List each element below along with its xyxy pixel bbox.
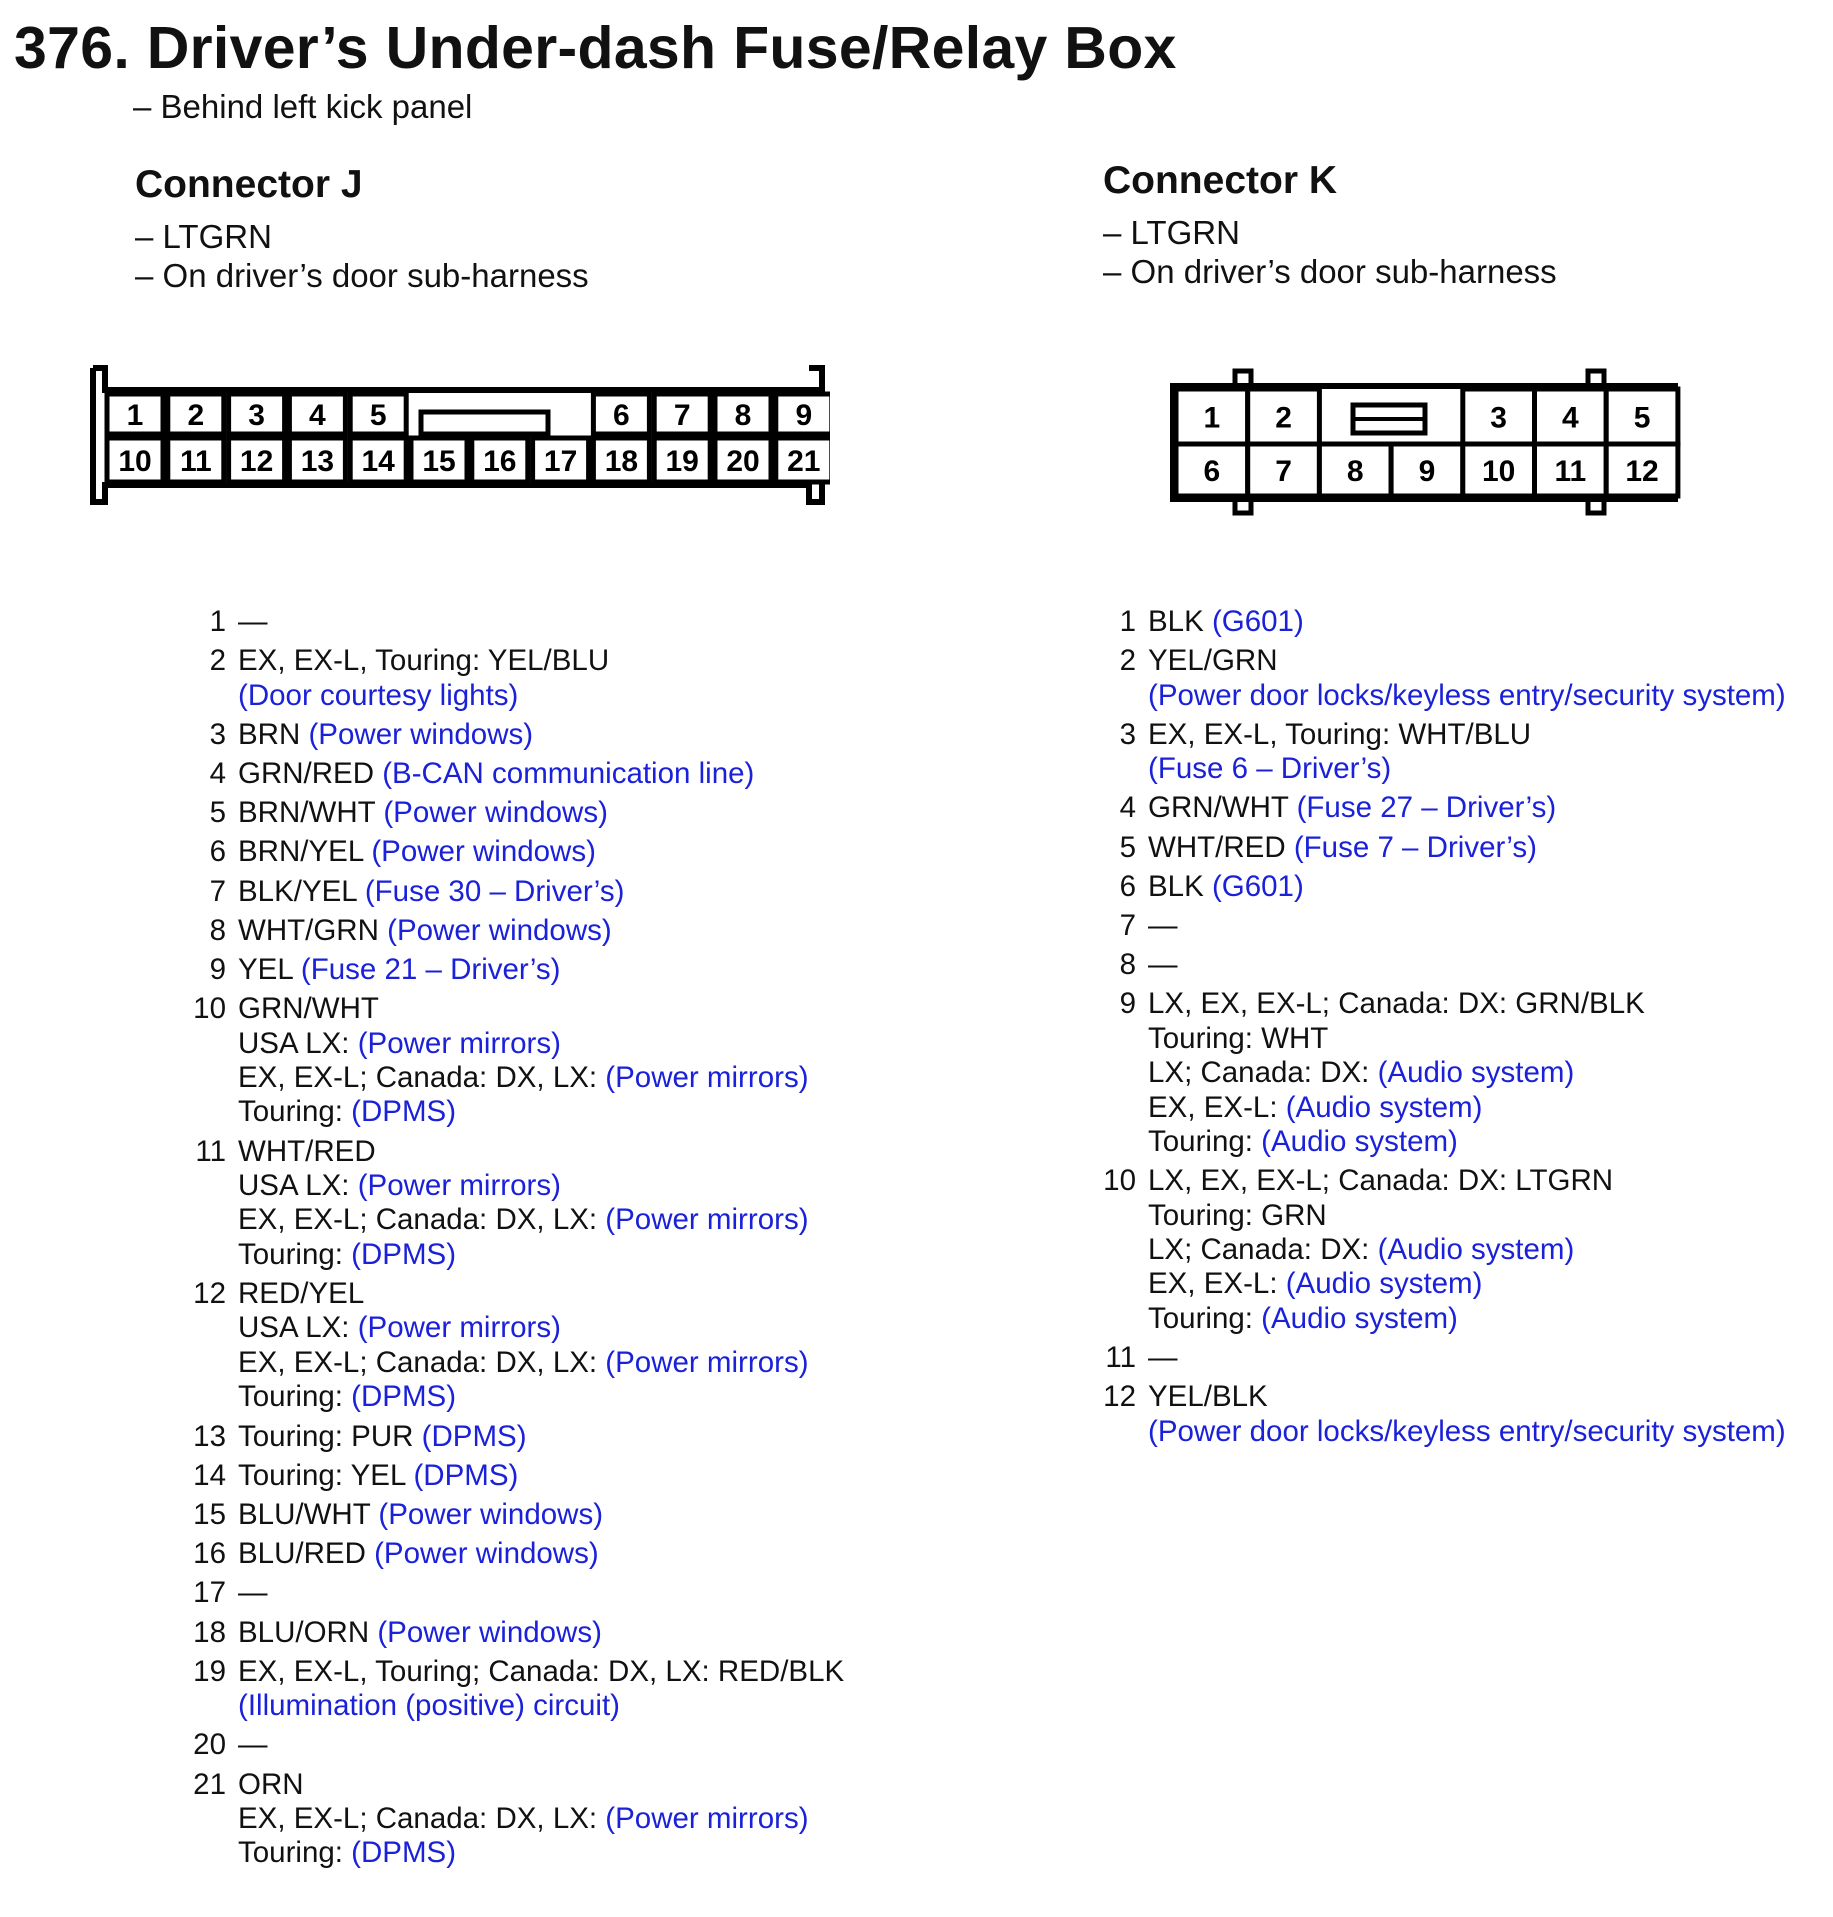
pin-number: 2 <box>1119 644 1136 678</box>
pin-entry <box>190 796 844 830</box>
pin-cavity-label-9: 9 <box>795 398 813 432</box>
circuit-reference: (G601) <box>1211 869 1304 903</box>
pin-number: 5 <box>209 796 226 830</box>
wire-description: WHT/RED <box>238 1134 376 1168</box>
wire-description: — <box>1148 1341 1178 1375</box>
pin-description-line <box>238 1459 844 1493</box>
pin-entry <box>190 644 844 713</box>
pin-description-line <box>1148 1199 1786 1233</box>
pin-cavity-label-3: 3 <box>248 398 265 432</box>
wire-description: BRN <box>238 717 309 751</box>
pin-entry <box>190 1655 844 1724</box>
pin-cavity-label-7: 7 <box>1275 454 1292 488</box>
pin-number: 12 <box>193 1277 226 1311</box>
pin-description-line <box>238 1498 844 1532</box>
wire-description: Touring: <box>238 1836 352 1870</box>
pin-number: 7 <box>1119 909 1136 943</box>
pin-description-line <box>238 1420 844 1454</box>
pin-description-line <box>238 953 844 987</box>
wire-description: — <box>238 1728 268 1762</box>
pin-description-line <box>1148 831 1786 865</box>
circuit-reference: (Power windows) <box>378 1497 604 1531</box>
circuit-reference: (Power windows) <box>374 1537 599 1571</box>
pin-cavity-label-16: 16 <box>483 444 517 478</box>
circuit-reference: (Fuse 27 – Driver’s) <box>1296 791 1557 825</box>
pin-number: 6 <box>1119 869 1136 903</box>
wire-description: Touring: GRN <box>1148 1198 1327 1232</box>
circuit-reference: (Audio system) <box>1261 1301 1458 1335</box>
pin-cavity-label-4: 4 <box>1562 401 1579 435</box>
pin-cavity-label-8: 8 <box>1346 454 1364 488</box>
circuit-reference: (DPMS) <box>351 1237 457 1271</box>
wire-description: EX, EX-L, Touring; Canada: DX, LX: RED/BLK <box>238 1654 845 1688</box>
pin-entry <box>190 718 844 752</box>
pin-cavity-label-12: 12 <box>1625 454 1659 488</box>
pin-entry <box>190 1768 844 1871</box>
pin-description-line <box>238 718 844 752</box>
pin-description-line <box>238 835 844 869</box>
circuit-reference: (Fuse 6 – Driver’s) <box>1148 752 1392 786</box>
wire-description: EX, EX-L, Touring: YEL/BLU <box>238 644 610 678</box>
pin-entry <box>1100 987 1786 1159</box>
circuit-reference: (DPMS) <box>413 1458 519 1492</box>
pin-cavity-label-6: 6 <box>1203 454 1221 488</box>
pin-number: 19 <box>193 1654 226 1688</box>
circuit-reference: (Power windows) <box>383 796 608 830</box>
wire-description: Touring: <box>1148 1125 1262 1159</box>
pin-number: 20 <box>193 1728 226 1762</box>
pin-description-line <box>1148 948 1786 982</box>
wire-description: BLK/YEL <box>238 874 365 908</box>
wire-description: WHT/GRN <box>238 913 388 947</box>
pin-number: 2 <box>209 644 226 678</box>
pin-description-line <box>1148 909 1786 943</box>
pin-description-line <box>1148 1267 1786 1301</box>
wire-description: Touring: PUR <box>238 1419 422 1453</box>
pin-entry <box>1100 605 1786 639</box>
page-title: 376. Driver’s Under-dash Fuse/Relay Box <box>14 15 1177 81</box>
pin-entry <box>1100 909 1786 943</box>
wire-description: Touring: YEL <box>238 1458 414 1492</box>
pin-description-line <box>238 1169 844 1203</box>
pin-description-line <box>238 1380 844 1414</box>
pin-cavity-label-20: 20 <box>726 444 760 478</box>
wire-description: LX; Canada: DX: <box>1148 1056 1378 1090</box>
circuit-reference: (Power windows) <box>371 835 596 869</box>
circuit-reference: (Power windows) <box>377 1615 602 1649</box>
pin-description-line <box>1148 1056 1786 1090</box>
wire-description: USA LX: <box>238 1311 358 1345</box>
pin-description-line <box>238 605 844 639</box>
circuit-reference: (DPMS) <box>421 1419 527 1453</box>
pin-entry <box>1100 718 1786 787</box>
wire-description: ORN <box>238 1767 304 1801</box>
pin-number: 18 <box>193 1615 226 1649</box>
pin-number: 7 <box>209 874 226 908</box>
connector-j-diagram <box>85 360 830 510</box>
circuit-reference: (DPMS) <box>351 1380 457 1414</box>
circuit-reference: (Power mirrors) <box>605 1061 809 1095</box>
pin-cavity-label-17: 17 <box>543 444 578 478</box>
pin-description-line <box>238 1655 844 1689</box>
connector-k-title: Connector K <box>1103 159 1337 202</box>
circuit-reference: (DPMS) <box>351 1095 457 1129</box>
pin-entry <box>190 1616 844 1650</box>
page-subtitle: – Behind left kick panel <box>133 88 473 125</box>
pin-cavity-label-7: 7 <box>673 398 691 432</box>
wire-description: — <box>238 605 268 638</box>
wire-description: — <box>1148 948 1178 982</box>
pin-number: 3 <box>209 717 226 751</box>
circuit-reference: (Power mirrors) <box>357 1026 561 1060</box>
circuit-reference: (Audio system) <box>1377 1233 1575 1267</box>
wire-description: Touring: <box>238 1095 352 1129</box>
pin-description-line <box>238 1768 844 1802</box>
circuit-reference: (Audio system) <box>1261 1125 1458 1159</box>
pin-description-line <box>238 1203 844 1237</box>
circuit-reference: (Power windows) <box>308 717 534 751</box>
pin-cavity-label-18: 18 <box>604 444 639 478</box>
connector-j-title: Connector J <box>135 163 363 206</box>
wire-description: BLK <box>1148 605 1212 638</box>
pin-entry <box>1100 644 1786 713</box>
pin-description-line <box>238 1802 844 1836</box>
connector-j-color-note: – LTGRN <box>135 218 272 255</box>
pin-description-line <box>238 644 844 678</box>
circuit-reference: (Power windows) <box>387 913 612 947</box>
wire-description: Touring: <box>238 1380 352 1414</box>
pin-description-line <box>1148 1302 1786 1336</box>
circuit-reference: (Power door locks/keyless entry/security system) <box>1148 1414 1786 1448</box>
wire-description: GRN/WHT <box>1148 791 1297 825</box>
wire-description: YEL <box>238 953 301 987</box>
pin-description-line <box>1148 791 1786 825</box>
pin-number: 10 <box>193 992 226 1026</box>
pin-description-line <box>1148 1415 1786 1449</box>
pin-entry <box>190 875 844 909</box>
circuit-reference: (Power mirrors) <box>357 1311 561 1345</box>
wire-description: BLU/ORN <box>238 1615 378 1649</box>
pin-cavity-label-3: 3 <box>1490 401 1507 435</box>
pin-description-line <box>238 757 844 791</box>
circuit-reference: (Power mirrors) <box>605 1203 809 1237</box>
pin-description-line <box>238 679 844 713</box>
pin-cavity-label-21: 21 <box>787 444 821 478</box>
pin-entry <box>190 1728 844 1762</box>
circuit-reference: (Power mirrors) <box>357 1169 561 1203</box>
wire-description: GRN/RED <box>238 757 383 791</box>
pin-description-line <box>1148 987 1786 1021</box>
pin-entry <box>190 1135 844 1273</box>
pin-cavity-label-2: 2 <box>187 398 205 432</box>
pin-entry <box>190 1498 844 1532</box>
circuit-reference: (Fuse 21 – Driver’s) <box>300 953 561 987</box>
pin-description-line <box>1148 1022 1786 1056</box>
pin-number: 15 <box>193 1497 226 1531</box>
pin-entry <box>190 914 844 948</box>
pin-number: 21 <box>193 1767 226 1801</box>
pin-description-line <box>1148 605 1786 639</box>
pin-number: 4 <box>209 757 226 791</box>
pin-description-line <box>238 1576 844 1610</box>
pin-entry <box>1100 870 1786 904</box>
wire-description: LX, EX, EX-L; Canada: DX: GRN/BLK <box>1148 987 1645 1021</box>
wire-description: EX, EX-L, Touring: WHT/BLU <box>1148 717 1532 751</box>
pin-description-line <box>238 1238 844 1272</box>
pin-description-line <box>238 1616 844 1650</box>
connector-j-center-key <box>421 412 548 434</box>
pin-description-line <box>238 1311 844 1345</box>
pin-description-line <box>1148 752 1786 786</box>
pin-description-line <box>1148 1341 1786 1375</box>
pin-entry <box>190 1277 844 1415</box>
pin-cavity-label-8: 8 <box>734 398 752 432</box>
wire-description: EX, EX-L; Canada: DX, LX: <box>238 1203 606 1237</box>
pin-cavity-label-10: 10 <box>118 444 152 478</box>
circuit-reference: (Audio system) <box>1285 1090 1483 1124</box>
pin-cavity-label-1: 1 <box>1203 401 1221 435</box>
pin-entry <box>1100 791 1786 825</box>
pin-description-line <box>238 1095 844 1129</box>
pin-description-line <box>238 914 844 948</box>
pin-description-line <box>238 1135 844 1169</box>
wire-description: EX, EX-L; Canada: DX, LX: <box>238 1801 606 1835</box>
pin-number: 4 <box>1119 791 1136 825</box>
pin-cavity-label-2: 2 <box>1275 401 1292 435</box>
connector-k-pin-list <box>1100 605 1786 1454</box>
circuit-reference: (G601) <box>1211 605 1304 638</box>
pin-entry <box>190 1459 844 1493</box>
wire-description: RED/YEL <box>238 1277 365 1311</box>
pin-description-line <box>238 992 844 1026</box>
circuit-reference: (Fuse 7 – Driver’s) <box>1293 830 1538 864</box>
pin-number: 14 <box>193 1458 226 1492</box>
wire-description: Touring: <box>238 1237 352 1271</box>
pin-number: 6 <box>209 835 226 869</box>
pin-cavity-label-15: 15 <box>422 444 456 478</box>
wire-description: BRN/WHT <box>238 796 384 830</box>
circuit-reference: (Power mirrors) <box>605 1345 809 1379</box>
connector-k-header <box>1103 159 1557 291</box>
pin-cavity-label-9: 9 <box>1418 454 1436 488</box>
pin-description-line <box>238 1027 844 1061</box>
pin-cavity-label-19: 19 <box>665 444 699 478</box>
pin-description-line <box>1148 870 1786 904</box>
pin-cavity-label-10: 10 <box>1481 454 1516 488</box>
pin-description-line <box>1148 644 1786 678</box>
pin-description-line <box>1148 679 1786 713</box>
pin-entry <box>1100 831 1786 865</box>
pin-number: 1 <box>1119 605 1136 638</box>
pin-entry <box>190 757 844 791</box>
pin-entry <box>190 992 844 1130</box>
connector-k-color-note: – LTGRN <box>1103 214 1240 251</box>
pin-cavity-label-11: 11 <box>179 444 212 478</box>
pin-description-line <box>1148 1233 1786 1267</box>
circuit-reference: (Audio system) <box>1377 1056 1575 1090</box>
pin-entry <box>1100 1164 1786 1336</box>
wire-description: — <box>1148 909 1178 943</box>
connector-k-diagram <box>1165 362 1685 522</box>
wire-description: GRN/WHT <box>238 992 379 1026</box>
pin-number: 11 <box>195 1134 226 1168</box>
wire-description: EX, EX-L; Canada: DX, LX: <box>238 1345 606 1379</box>
pin-description-line <box>238 1836 844 1870</box>
pin-cavity-label-14: 14 <box>361 444 395 478</box>
pin-entry <box>190 835 844 869</box>
wire-description: — <box>238 1576 268 1610</box>
pin-cavity-label-11: 11 <box>1554 454 1587 488</box>
pin-description-line <box>238 875 844 909</box>
pin-entry <box>190 1576 844 1610</box>
pin-entry <box>1100 1380 1786 1449</box>
pin-description-line <box>238 1689 844 1723</box>
pin-description-line <box>1148 718 1786 752</box>
pin-cavity-label-5: 5 <box>1633 401 1651 435</box>
wire-description: WHT/RED <box>1148 830 1294 864</box>
circuit-reference: (Power mirrors) <box>605 1801 809 1835</box>
pin-description-line <box>1148 1091 1786 1125</box>
wire-description: EX, EX-L: <box>1148 1090 1286 1124</box>
pin-description-line <box>238 1277 844 1311</box>
wire-description: LX; Canada: DX: <box>1148 1233 1378 1267</box>
pin-number: 8 <box>209 913 226 947</box>
wire-description: BRN/YEL <box>238 835 372 869</box>
pin-cavity-label-12: 12 <box>239 444 274 478</box>
wire-description: YEL/GRN <box>1148 644 1278 678</box>
circuit-reference: (DPMS) <box>351 1836 457 1870</box>
pin-cavity-label-5: 5 <box>369 398 387 432</box>
pin-description-line <box>238 796 844 830</box>
pin-cavity-label-13: 13 <box>300 444 335 478</box>
pin-cavity-label-6: 6 <box>613 398 630 432</box>
pin-number: 9 <box>1119 987 1136 1021</box>
wire-description: USA LX: <box>238 1026 358 1060</box>
connector-j-header <box>135 163 589 295</box>
wire-description: Touring: <box>1148 1301 1262 1335</box>
connector-j-pin-list <box>190 605 844 1876</box>
pin-description-line <box>1148 1125 1786 1159</box>
pin-description-line <box>238 1346 844 1380</box>
circuit-reference: (Power door locks/keyless entry/security system) <box>1148 678 1786 712</box>
circuit-reference: (Door courtesy lights) <box>238 678 519 712</box>
pin-number: 13 <box>193 1419 226 1453</box>
pin-number: 8 <box>1119 948 1136 982</box>
wire-description: BLU/WHT <box>238 1497 379 1531</box>
pin-description-line <box>1148 1164 1786 1198</box>
pin-entry <box>1100 1341 1786 1375</box>
pin-number: 5 <box>1119 830 1136 864</box>
pin-description-line <box>238 1537 844 1571</box>
pin-number: 16 <box>193 1537 226 1571</box>
pin-number: 3 <box>1119 717 1136 751</box>
circuit-reference: (Illumination (positive) circuit) <box>238 1689 620 1723</box>
pin-cavity-label-1: 1 <box>126 398 144 432</box>
pin-number: 9 <box>209 953 226 987</box>
pin-description-line <box>238 1728 844 1762</box>
pin-entry <box>190 1420 844 1454</box>
wire-description: YEL/BLK <box>1148 1380 1268 1414</box>
pin-number: 11 <box>1105 1341 1136 1375</box>
pin-entry <box>1100 948 1786 982</box>
circuit-reference: (Audio system) <box>1285 1267 1483 1301</box>
wire-description: EX, EX-L: <box>1148 1267 1286 1301</box>
pin-entry <box>190 605 844 639</box>
wire-description: LX, EX, EX-L; Canada: DX: LTGRN <box>1148 1164 1614 1198</box>
circuit-reference: (B-CAN communication line) <box>382 757 755 791</box>
pin-number: 10 <box>1103 1164 1136 1198</box>
pin-description-line <box>1148 1380 1786 1414</box>
wire-description: EX, EX-L; Canada: DX, LX: <box>238 1061 606 1095</box>
connector-k-location-note: – On driver’s door sub-harness <box>1103 253 1557 290</box>
pin-number: 1 <box>209 605 226 638</box>
circuit-reference: (Fuse 30 – Driver’s) <box>364 874 625 908</box>
connector-j-location-note: – On driver’s door sub-harness <box>135 257 589 294</box>
pin-number: 12 <box>1103 1380 1136 1414</box>
wire-description: USA LX: <box>238 1169 358 1203</box>
wire-description: BLU/RED <box>238 1537 375 1571</box>
pin-entry <box>190 953 844 987</box>
wire-description: Touring: WHT <box>1148 1021 1329 1055</box>
pin-description-line <box>238 1061 844 1095</box>
wire-description: BLK <box>1148 869 1212 903</box>
pin-cavity-label-4: 4 <box>309 398 326 432</box>
pin-number: 17 <box>193 1576 226 1610</box>
pin-entry <box>190 1537 844 1571</box>
